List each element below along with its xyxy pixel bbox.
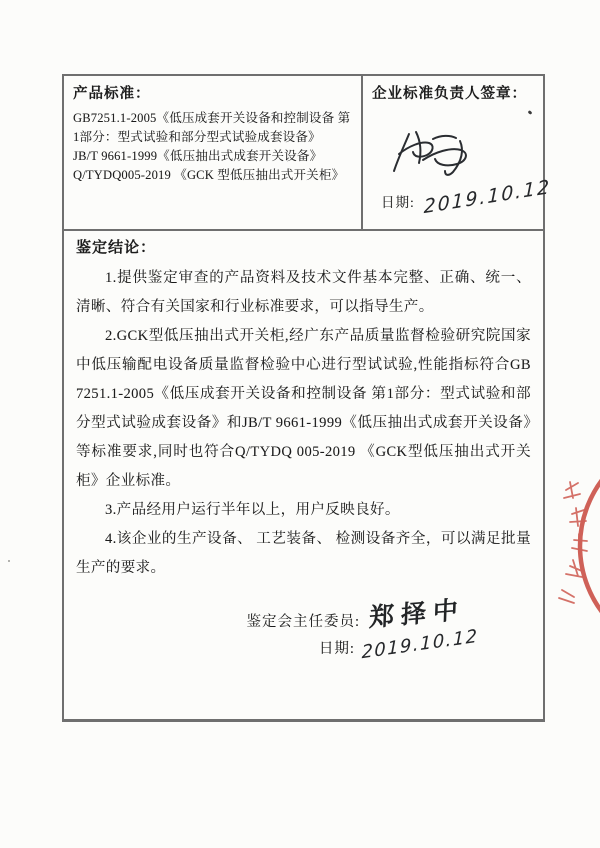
- product-standards-cell: [64, 76, 363, 229]
- chairman-label: 鉴定会主任委员:: [246, 614, 360, 630]
- red-seal-stamp-icon: [552, 468, 600, 620]
- conclusion-paragraph-1: 1.提供鉴定审查的产品资料及技术文件基本完整、正确、统一、清晰、符合有关国家和行业标准要求，可以指导生产。: [76, 270, 531, 315]
- handwritten-date: 2019.10.12: [361, 625, 479, 664]
- enterprise-signature-header: 企业标准负责人签章：: [372, 86, 527, 102]
- standard-line-qtydq: Q/TYDQ005-2019 《GCK 型低压抽出式开关柜》: [73, 168, 345, 182]
- conclusion-paragraph-4: 4.该企业的生产设备、 工艺装备、 检测设备齐全，可以满足批量生产的要求。: [76, 531, 531, 576]
- enterprise-signature-cell: [363, 76, 552, 229]
- conclusion-header: 鉴定结论：: [76, 240, 157, 256]
- conclusion-paragraph-3: 3.产品经用户运行半年以上，用户反映良好。: [105, 502, 400, 518]
- conclusion-date-line: [76, 625, 531, 664]
- conclusion-paragraph-2: 2.GCK型低压抽出式开关柜,经广东产品质量监督检验研究院国家中低压输配电设备质量监督检验中心进行型试试验,性能指标符合GB 7251.1-2005《低压成套开关设备和控制设备 第1部分：型式试验和部分型式试验成套设备》和JB/T 9661-1999《低压抽出式成套开关设备》等标准要求,同时也符合Q/TYDQ 005-2019 《GCK型低压抽出式开关柜》企业标准。: [76, 328, 531, 489]
- appraisal-table: [62, 74, 552, 722]
- standard-line-gb: GB7251.1-2005《低压成套开关设备和控制设备 第1部分：型式试验和部分型式试验成套设备》: [73, 111, 351, 144]
- chairman-handwritten-name: 郑择中: [368, 594, 466, 633]
- enterprise-date-line: [381, 175, 552, 219]
- scan-speck: [8, 560, 10, 562]
- standard-line-jbt: JB/T 9661-1999《低压抽出式成套开关设备》: [73, 149, 323, 163]
- table-top-row: [64, 76, 552, 231]
- product-standards-header: 产品标准：: [73, 86, 151, 102]
- date-label: 日期:: [318, 641, 355, 657]
- handwritten-signature-icon: [389, 124, 479, 182]
- conclusion-cell: [64, 231, 543, 719]
- handwritten-date: 2019.10.12: [423, 175, 552, 219]
- date-label: 日期:: [381, 195, 415, 210]
